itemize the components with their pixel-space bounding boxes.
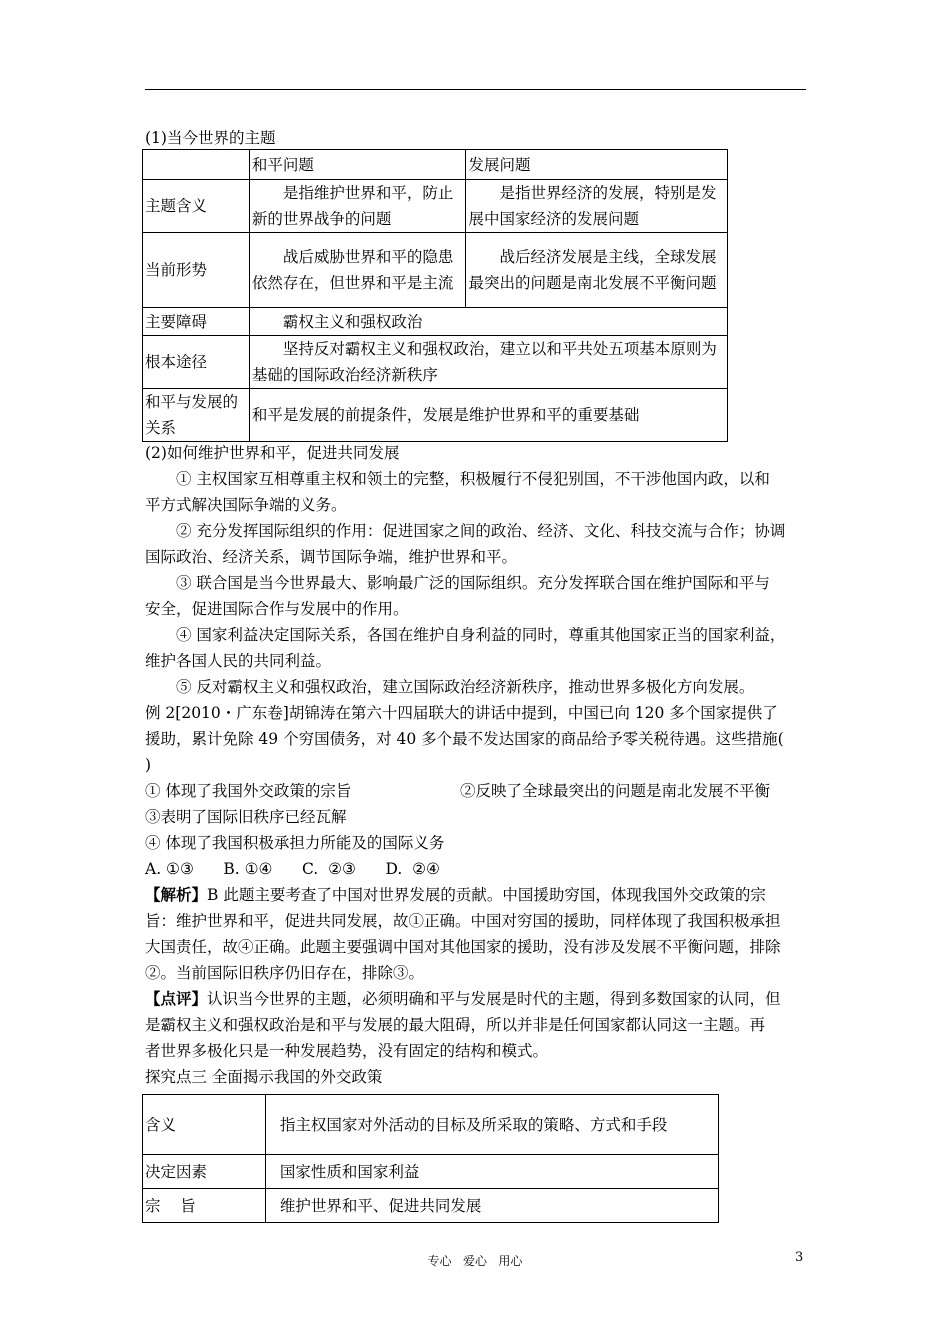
section3-title: 探究点三 全面揭示我国的外交政策 <box>145 1068 383 1086</box>
header-rule <box>145 89 806 90</box>
page-number: 3 <box>795 1250 804 1265</box>
table1-row-label: 主要障碍 <box>143 308 250 336</box>
table1-row-label: 和平与发展的关系 <box>143 389 250 442</box>
comment-text: 认识当今世界的主题，必须明确和平与发展是时代的主题，得到多数国家的认同，但 <box>207 990 781 1008</box>
table2-value: 国家性质和国家利益 <box>265 1155 718 1189</box>
table1-cell: 战后威胁世界和平的隐患依然存在，但世界和平是主流 <box>249 233 466 308</box>
page-footer: 专心 爱心 用心 <box>427 1254 523 1268</box>
table1-header-peace: 和平问题 <box>249 150 466 180</box>
analysis-line-3: 大国责任，故④正确。此题主要强调中国对其他国家的援助，没有涉及发展不平衡问题，排除 <box>145 938 781 956</box>
table1-cell: 战后经济发展是主线，全球发展最突出的问题是南北发展不平衡问题 <box>466 233 728 308</box>
section2-title: (2)如何维护世界和平，促进共同发展 <box>145 444 400 462</box>
world-themes-table <box>142 149 728 442</box>
table1-cell: 坚持反对霸权主义和强权政治，建立以和平共处五项基本原则为基础的国际政治经济新秩序 <box>249 336 727 389</box>
table1-row-label: 主题含义 <box>143 180 250 233</box>
answer-choices: A. ①③ B. ①④ C. ②③ D. ②④ <box>145 860 440 878</box>
point-2-line-1: ② 充分发挥国际组织的作用：促进国家之间的政治、经济、文化、科技交流与合作；协调 <box>176 522 786 540</box>
point-3-line-1: ③ 联合国是当今世界最大、影响最广泛的国际组织。充分发挥联合国在维护国际和平与 <box>176 574 770 592</box>
comment-tag: 【点评】 <box>145 989 208 1008</box>
point-5-line-1: ⑤ 反对霸权主义和强权政治，建立国际政治经济新秩序，推动世界多极化方向发展。 <box>176 678 755 696</box>
table1-row-label: 根本途径 <box>143 336 250 389</box>
comment-line-2: 是霸权主义和强权政治是和平与发展的最大阻碍，所以并非是任何国家都认同这一主题。再 <box>145 1016 766 1034</box>
table2-value: 指主权国家对外活动的目标及所采取的策略、方式和手段 <box>265 1095 718 1155</box>
table1-header-dev: 发展问题 <box>466 150 728 180</box>
point-4-line-1: ④ 国家利益决定国际关系，各国在维护自身利益的同时，尊重其他国家正当的国家利益， <box>176 626 786 644</box>
example-line-1: 例 2[2010・广东卷]胡锦涛在第六十四届联大的讲话中提到，中国已向 120 多个国家提供了 <box>145 704 778 722</box>
table2-value: 维护世界和平、促进共同发展 <box>265 1189 718 1223</box>
point-2-line-2: 国际政治、经济关系，调节国际争端，维护世界和平。 <box>145 548 518 566</box>
comment-line-1 <box>145 989 781 1009</box>
point-1-line-1: ① 主权国家互相尊重主权和领土的完整，积极履行不侵犯别国，不干涉他国内政，以和 <box>176 470 770 488</box>
option-1: ① 体现了我国外交政策的宗旨 <box>145 782 352 800</box>
analysis-tag: 【解析】 <box>145 885 208 904</box>
comment-line-3: 者世界多极化只是一种发展趋势，没有固定的结构和模式。 <box>145 1042 549 1060</box>
analysis-line-4: ②。当前国际旧秩序仍旧存在，排除③。 <box>145 964 425 982</box>
option-2: ②反映了全球最突出的问题是南北发展不平衡 <box>460 782 771 800</box>
analysis-text: B 此题主要考查了中国对世界发展的贡献。中国援助穷国，体现我国外交政策的宗 <box>207 886 766 904</box>
table1-cell: 是指世界经济的发展，特别是发展中国家经济的发展问题 <box>466 180 728 233</box>
example-line-2: 援助，累计免除 49 个穷国债务，对 40 多个最不发达国家的商品给予零关税待遇。这些措施( <box>145 730 784 748</box>
table1-cell: 霸权主义和强权政治 <box>249 308 727 336</box>
example-line-3: ) <box>145 756 152 774</box>
table2-label: 含义 <box>143 1095 266 1155</box>
table2-label: 宗 旨 <box>143 1189 266 1223</box>
analysis-line-2: 旨：维护世界和平，促进共同发展，故①正确。中国对穷国的援助，同样体现了我国积极承担 <box>145 912 781 930</box>
table1-cell: 和平是发展的前提条件，发展是维护世界和平的重要基础 <box>249 389 727 442</box>
section1-title: (1)当今世界的主题 <box>145 129 276 147</box>
point-1-line-2: 平方式解决国际争端的义务。 <box>145 496 347 514</box>
point-3-line-2: 安全，促进国际合作与发展中的作用。 <box>145 600 409 618</box>
option-4: ④ 体现了我国积极承担力所能及的国际义务 <box>145 834 445 852</box>
table1-cell: 是指维护世界和平，防止新的世界战争的问题 <box>249 180 466 233</box>
foreign-policy-table <box>142 1094 719 1223</box>
option-3: ③表明了国际旧秩序已经瓦解 <box>145 808 347 826</box>
table2-label: 决定因素 <box>143 1155 266 1189</box>
table1-row-label: 当前形势 <box>143 233 250 308</box>
point-4-line-2: 维护各国人民的共同利益。 <box>145 652 332 670</box>
analysis-line-1 <box>145 885 766 905</box>
table1-header-empty <box>143 150 250 180</box>
